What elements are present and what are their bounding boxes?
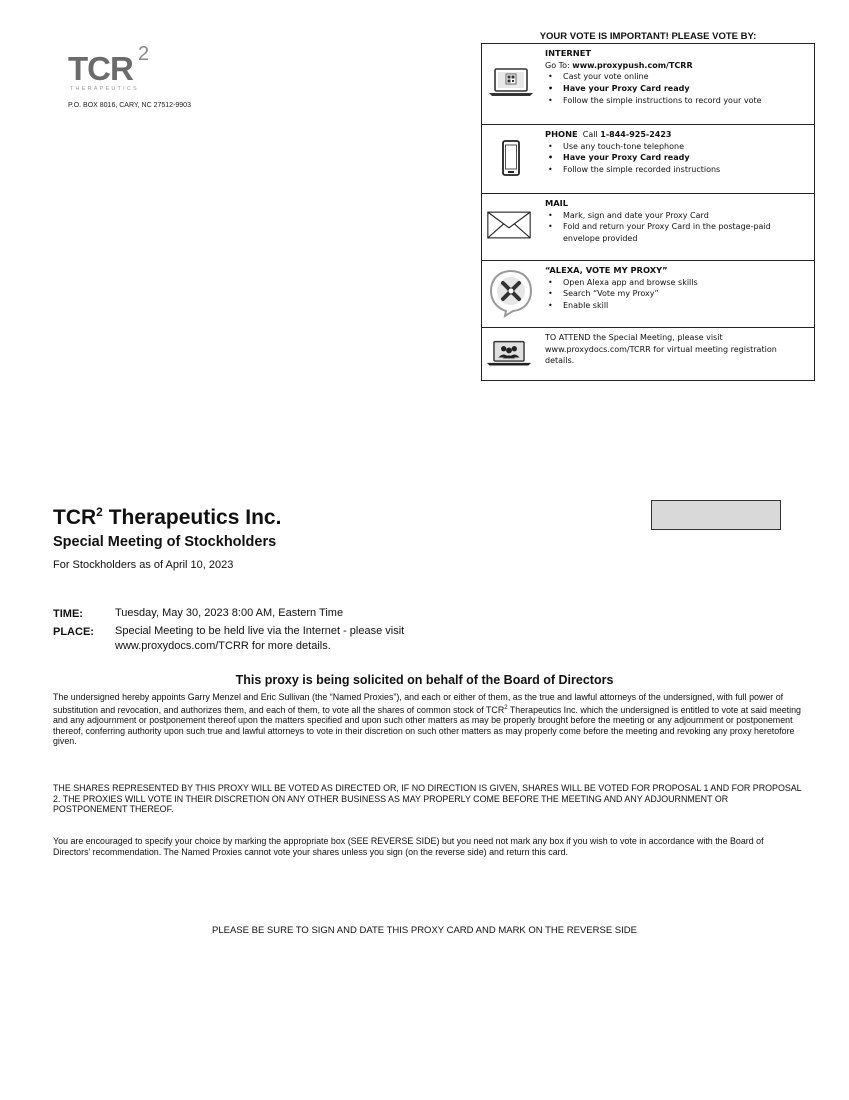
time-label: TIME: [53,608,83,620]
phone-title: PHONE [545,129,578,139]
company-superscript: 2 [96,505,103,519]
laptop-icon [488,66,534,100]
company-name [53,505,281,530]
internet-title: INTERNET [545,48,592,58]
vote-methods-box [481,43,815,381]
vote-phone-row [482,125,814,194]
phone-number[interactable]: 1-844-925-2423 [600,130,672,139]
virtual-meeting-icon [486,338,532,370]
envelope-icon [486,208,532,242]
phone-call-label: Call [582,130,601,139]
paragraph-superscript: 2 [504,704,508,711]
solicitation-heading: This proxy is being solicited on behalf of the Board of Directors [235,673,614,687]
footer-instruction: PLEASE BE SURE TO SIGN AND DATE THIS PROXY CARD AND MARK ON THE REVERSE SIDE [212,925,637,936]
phone-item: • Have your Proxy Card ready [557,152,808,164]
company-logo [68,43,150,92]
attend-text: TO ATTEND the Special Meeting, please visit www.proxydocs.com/TCRR for virtual meeting registration details. [545,333,777,366]
place-label: PLACE: [53,626,94,638]
phone-item: • Follow the simple recorded instructions [557,164,808,176]
vote-internet-row [482,44,814,125]
place-value-line1: Special Meeting to be held live via the Internet - please visit [115,625,405,637]
logo-superscript: 2 [138,43,150,65]
mail-title: MAIL [545,198,569,208]
internet-url-link[interactable]: www.proxypush.com/TCRR [572,60,693,70]
alexa-title: “ALEXA, VOTE MY PROXY” [545,265,668,275]
paragraph-text: The undersigned hereby appoints Garry Menzel and Eric Sullivan (the “Named Proxies”), and each or either of them, as the true and lawful attorneys of the undersigned, with full power of substitution and revocation, and authorizes them, and each of them, to vote all the shares of common stock of TCR [53,692,784,715]
vote-alexa-row [482,261,814,328]
mail-item: • Mark, sign and date your Proxy Card [557,210,808,222]
return-address: P.O. BOX 8016, CARY, NC 27512-9903 [68,102,191,109]
company-name-text: TCR [53,506,97,529]
alexa-item: • Open Alexa app and browse skills [557,277,808,289]
mail-item: • Fold and return your Proxy Card in the postage-paid envelope provided [557,221,808,244]
alexa-icon [488,268,534,318]
attend-meeting-row [482,328,814,380]
instruction-paragraph: You are encouraged to specify your choice by marking the appropriate box (SEE REVERSE SIDE) but you need not mark any box if you wish to vote in accordance with the Board of Directors’ recommendation. The Named Proxies cannot vote your shares unless you sign (on the reverse side) and return this card. [53,836,764,857]
alexa-item: • Search “Vote my Proxy” [557,288,808,300]
logo-text: TCR [68,50,133,87]
phone-icon [488,139,534,177]
paragraph-text: Therapeutics Inc. which the undersigned is entitled to vote at said meeting and any adjournment or postponement thereof upon the matters specified and upon such other matters as may be properly brought before the meeting or any adjournment or postponement thereof, conferring authority upon such true and lawful attorneys to vote in their discretion on such other matters as may properly come before the meeting and revoking any proxy heretofore given. [53,704,801,747]
internet-item: • Follow the simple instructions to record your vote [557,95,808,107]
internet-item: • Cast your vote online [557,71,808,83]
logo-subtext: THERAPEUTICS [70,86,139,92]
alexa-item: • Enable skill [557,300,808,312]
internet-item: • Have your Proxy Card ready [557,83,808,95]
company-name-rest: Therapeutics Inc. [102,506,282,529]
vote-mail-row [482,194,814,261]
time-value: Tuesday, May 30, 2023 8:00 AM, Eastern Time [115,607,344,619]
phone-item: • Use any touch-tone telephone [557,141,808,153]
shares-paragraph: THE SHARES REPRESENTED BY THIS PROXY WILL BE VOTED AS DIRECTED OR, IF NO DIRECTION IS GIVEN, SHARES WILL BE VOTED FOR PROPOSAL 1 AND FOR PROPOSAL 2. THE PROXIES WILL VOTE IN THEIR DISCRETION ON ANY OTHER BUSINESS AS MAY PROPERLY COME BEFORE THE MEETING AND ANY ADJOURNMENT OR POSTPONEMENT THEREOF. [53,783,802,815]
place-value-line2: www.proxydocs.com/TCRR for more details. [115,640,331,652]
vote-header: YOUR VOTE IS IMPORTANT! PLEASE VOTE BY: [539,31,757,42]
control-number-box [651,500,781,530]
appointment-paragraph [53,692,803,747]
internet-goto-label: Go To: [545,60,573,70]
record-date: For Stockholders as of April 10, 2023 [53,559,234,571]
meeting-type: Special Meeting of Stockholders [53,534,277,550]
